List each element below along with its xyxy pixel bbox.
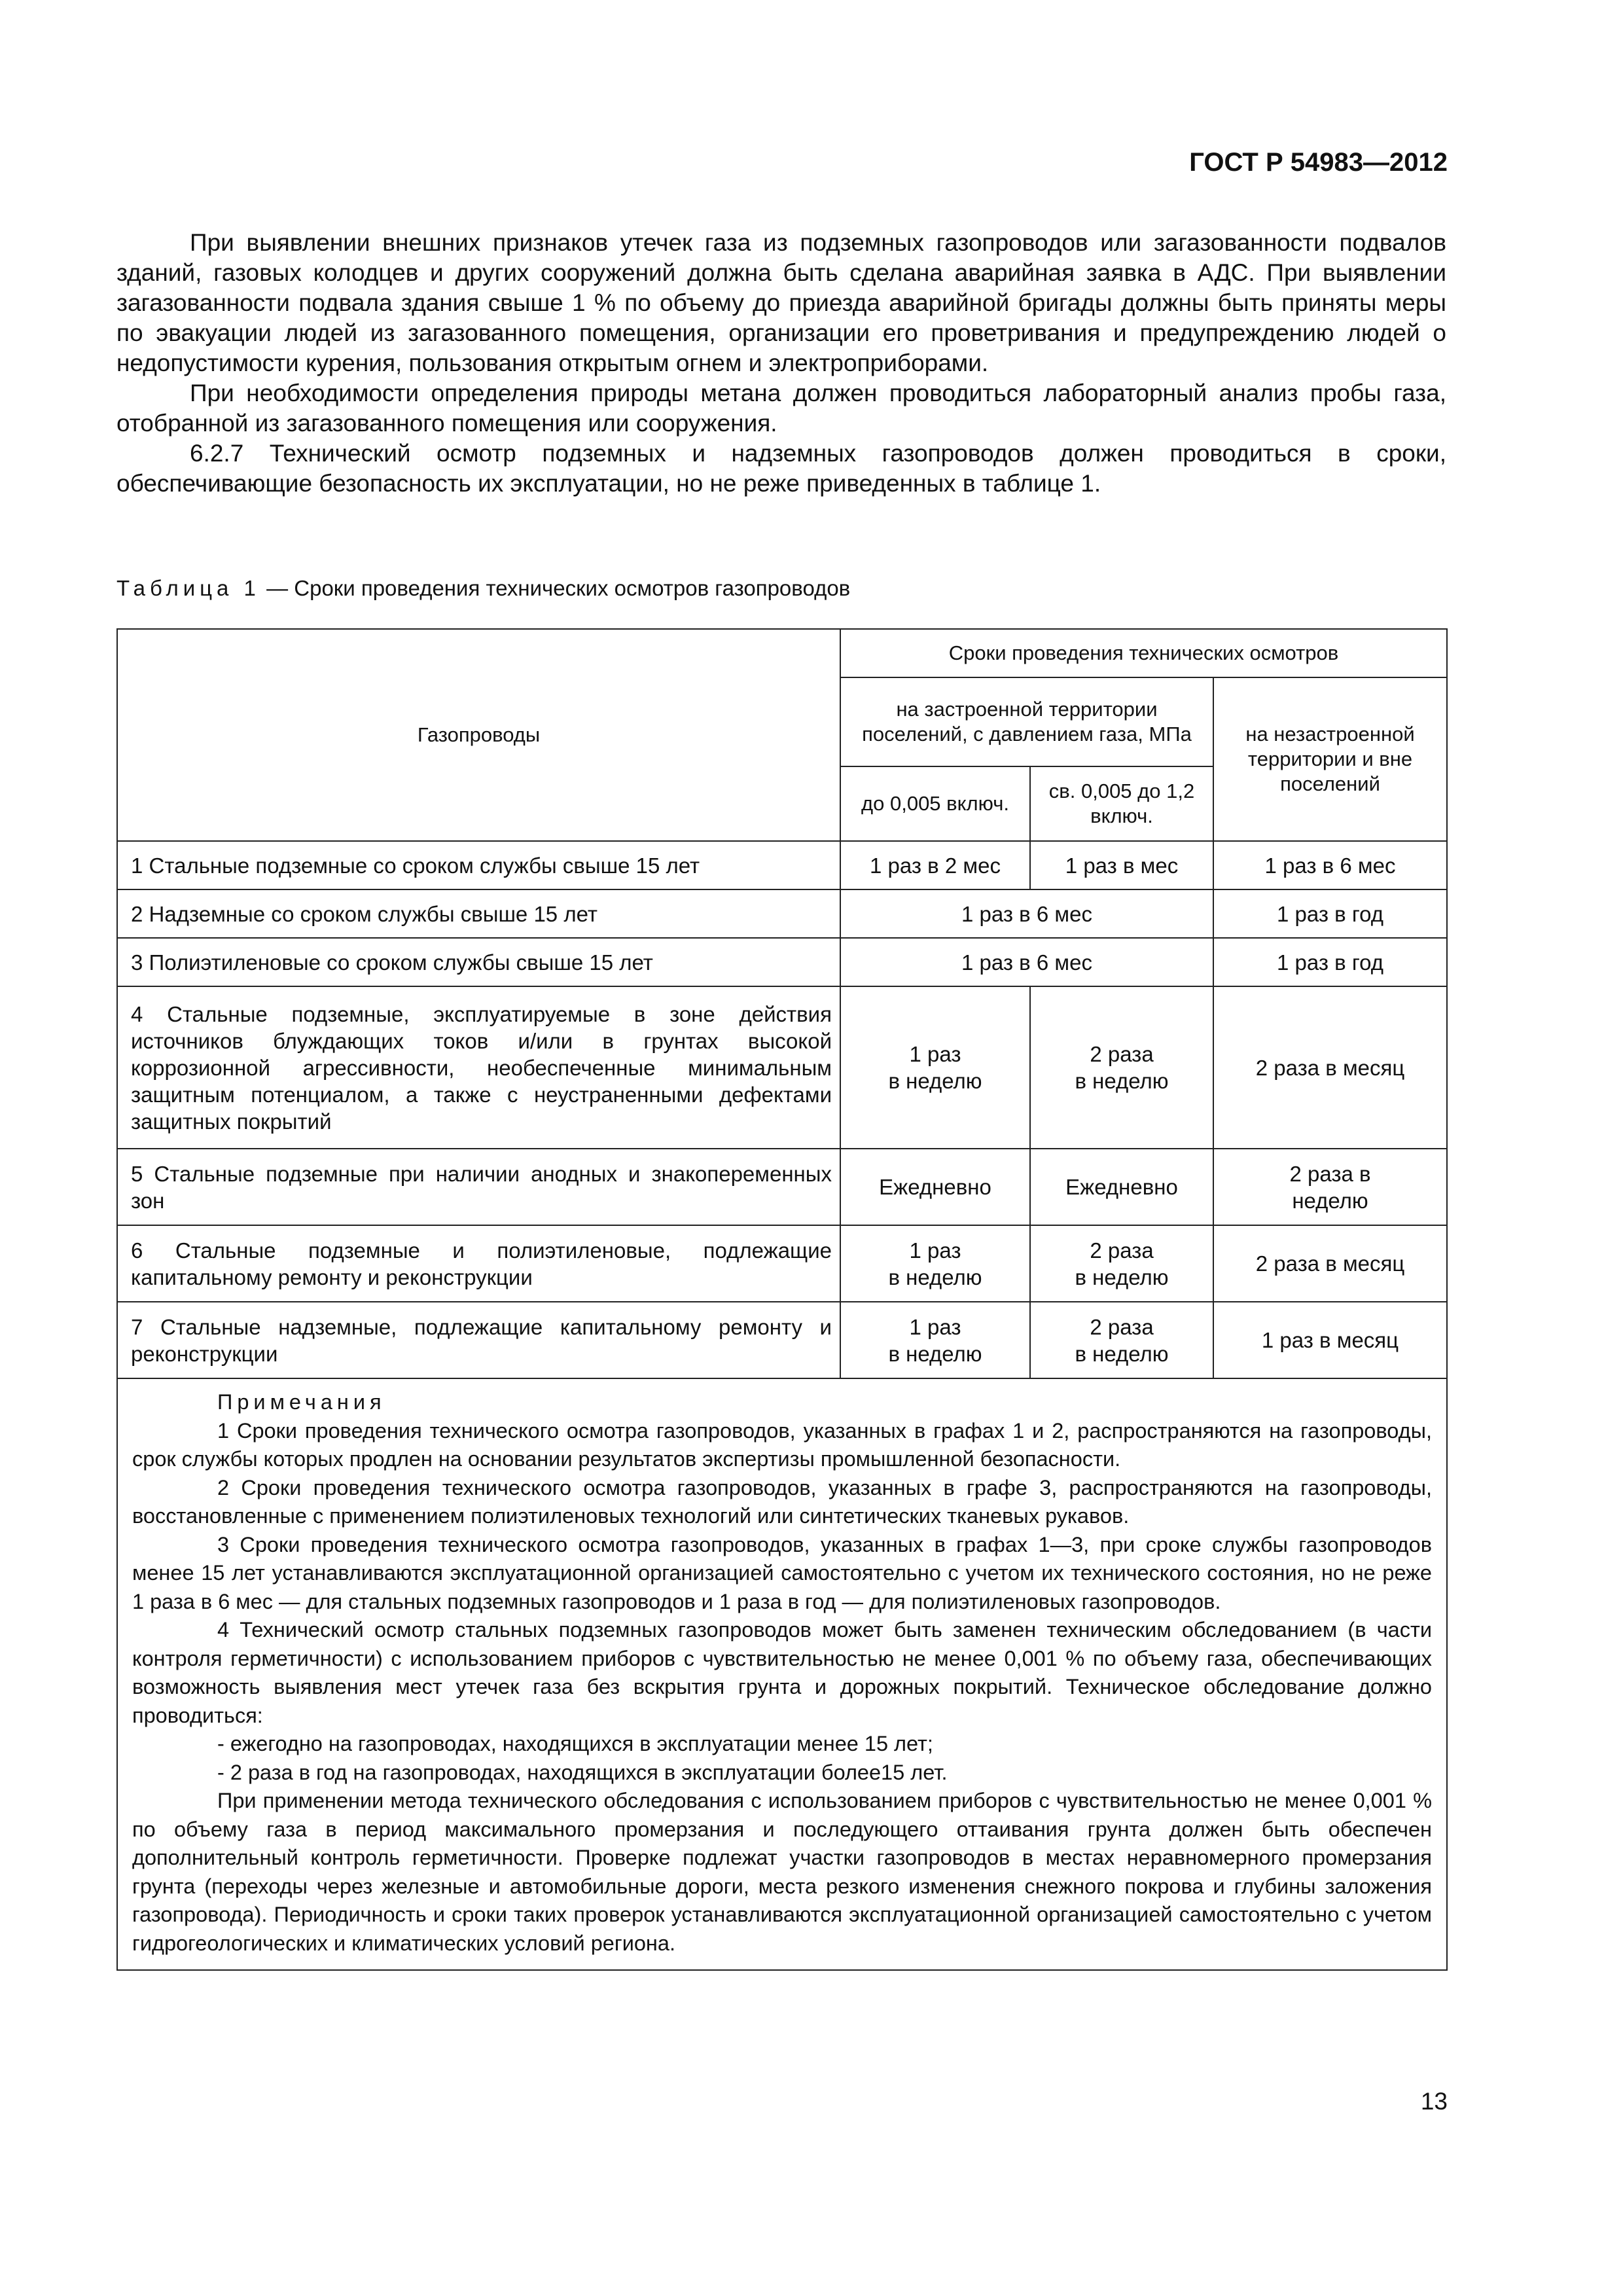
cell-line: 2 раза (1090, 1238, 1154, 1263)
note-item: 4 Технический осмотр стальных подземных газопроводов может быть заменен техническим обследованием (в части контроля герметичности) с использованием приборов с чувствительностью не менее 0,001 % по объему газа, обеспечивающих возможность выявления мест утечек газа без вскрытия грунта и дорожных покрытий. Техническое обследование должно проводиться: (132, 1618, 1432, 1727)
cell-low: 1 раз в 2 мес (840, 841, 1030, 889)
col-header-pressure-high: св. 0,005 до 1,2 включ. (1030, 766, 1213, 841)
col-header-not-built-up: на незастроенной территории и вне поселений (1213, 677, 1447, 841)
paragraph: При необходимости определения природы метана должен проводиться лабораторный анализ пробы газа, отобранной из загазованного помещения или сооружения. (116, 380, 1446, 437)
cell-line: 2 раза в (1289, 1161, 1371, 1186)
row-name: 1 Стальные подземные со сроком службы свыше 15 лет (117, 841, 840, 889)
cell-low: Ежедневно (840, 1149, 1030, 1225)
notes-cell (117, 1378, 1447, 1970)
row-name: 2 Надземные со сроком службы свыше 15 лет (117, 889, 840, 938)
row-name: 3 Полиэтиленовые со сроком службы свыше 15 лет (117, 938, 840, 986)
cell-line: 2 раза (1090, 1314, 1154, 1339)
note-list-item: - ежегодно на газопроводах, находящихся в эксплуатации менее 15 лет; (217, 1732, 933, 1755)
paragraph: При выявлении внешних признаков утечек газа из подземных газопроводов или загазованности подвалов зданий, газовых колодцев и других сооружений должна быть сделана аварийная заявка в АДС. При выявлении загазованности подвала здания свыше 1 % по объему до приезда аварийной бригады должны быть приняты меры по эвакуации людей из загазованного помещения, организации его проветривания и предупреждению людей о недопустимости курения, пользования открытым огнем и электроприборами. (116, 229, 1446, 376)
cell-line: 1 раз (909, 1238, 961, 1263)
table-row (117, 1225, 1447, 1302)
notes-title: Примечания (217, 1390, 386, 1414)
table-row (117, 1302, 1447, 1378)
note-item: При применении метода технического обследования с использованием приборов с чувствительностью не менее 0,001 % по объему газа в период максимального промерзания и последующего оттаивания грунта должен быть обеспечен дополнительный контроль герметичности. Проверке подлежат участки газопроводов в местах неравномерного промерзания грунта (переходы через железные и автомобильные дороги, места резкого изменения снежного покрова и глубины заложения газопровода). Периодичность и сроки таких проверок устанавливаются эксплуатационной организацией самостоятельно с учетом гидрогеологических и климатических условий региона. (132, 1789, 1432, 1955)
table-caption-text: — Сроки проведения технических осмотров газопроводов (260, 576, 851, 600)
cell-line: в неделю (1075, 1265, 1169, 1289)
col-header-pipelines: Газопроводы (117, 629, 840, 841)
note-item: 2 Сроки проведения технического осмотра газопроводов, указанных в графе 3, распространяются на газопроводы, восстановленные с применением полиэтиленовых технологий или синтетических тканевых рукавов. (132, 1475, 1432, 1528)
cell-line: 1 раз (909, 1042, 961, 1066)
cell-outside: 1 раз в год (1213, 938, 1447, 986)
cell-low (840, 1302, 1030, 1378)
cell-built-up-merged: 1 раз в 6 мес (840, 938, 1213, 986)
row-name: 5 Стальные подземные при наличии анодных и знакопеременных зон (117, 1149, 840, 1225)
cell-outside: 1 раз в год (1213, 889, 1447, 938)
note-item: 3 Сроки проведения технического осмотра газопроводов, указанных в графах 1—3, при сроке службы газопроводов менее 15 лет устанавливаются эксплуатационной организацией самостоятельно с учетом их технического состояния, но не реже 1 раза в 6 мес — для стальных подземных газопроводов и 1 раза в год — для полиэтиленовых газопроводов. (132, 1532, 1432, 1613)
row-name: 4 Стальные подземные, эксплуатируемые в зоне действия источников блуждающих токов и/или в грунтах высокой коррозионной агрессивности, необеспеченные минимальным защитным потенциалом, а также с неустраненными дефектами защитных покрытий (117, 986, 840, 1149)
cell-low (840, 1225, 1030, 1302)
cell-line: в неделю (888, 1265, 982, 1289)
page-number: 13 (1420, 2088, 1448, 2115)
cell-outside (1213, 1149, 1447, 1225)
notes-row (117, 1378, 1447, 1970)
cell-line: неделю (1292, 1188, 1368, 1213)
body-text (116, 228, 1446, 499)
cell-outside: 1 раз в месяц (1213, 1302, 1447, 1378)
table-caption (116, 576, 850, 601)
cell-high: Ежедневно (1030, 1149, 1213, 1225)
cell-outside: 2 раза в месяц (1213, 986, 1447, 1149)
cell-high (1030, 986, 1213, 1149)
cell-high (1030, 1302, 1213, 1378)
note-list-item: - 2 раза в год на газопроводах, находящихся в эксплуатации более15 лет. (217, 1760, 948, 1784)
cell-line: 1 раз (909, 1314, 961, 1339)
cell-line: в неделю (888, 1069, 982, 1093)
row-name: 6 Стальные подземные и полиэтиленовые, подлежащие капитальному ремонту и реконструкции (117, 1225, 840, 1302)
table-row (117, 841, 1447, 889)
table-row (117, 938, 1447, 986)
cell-built-up-merged: 1 раз в 6 мес (840, 889, 1213, 938)
cell-line: 2 раза (1090, 1042, 1154, 1066)
table-row (117, 889, 1447, 938)
row-name: 7 Стальные надземные, подлежащие капитальному ремонту и реконструкции (117, 1302, 840, 1378)
note-item: 1 Сроки проведения технического осмотра газопроводов, указанных в графах 1 и 2, распространяются на газопроводы, срок службы которых продлен на основании результатов экспертизы промышленной безопасности. (132, 1418, 1432, 1471)
paragraph: 6.2.7 Технический осмотр подземных и надземных газопроводов должен проводиться в сроки, обеспечивающие безопасность их эксплуатации, но не реже приведенных в таблице 1. (116, 440, 1446, 497)
cell-line: в неделю (1075, 1069, 1169, 1093)
cell-line: в неделю (1075, 1341, 1169, 1366)
col-header-pressure-low: до 0,005 включ. (840, 766, 1030, 841)
inspection-table (116, 628, 1448, 1971)
cell-line: в неделю (888, 1341, 982, 1366)
table-caption-label: Таблица 1 (116, 576, 260, 600)
table-row (117, 1149, 1447, 1225)
document-header: ГОСТ Р 54983—2012 (1189, 148, 1448, 177)
cell-high (1030, 1225, 1213, 1302)
col-header-inspection-terms: Сроки проведения технических осмотров (840, 629, 1447, 677)
col-header-built-up: на застроенной территории поселений, с давлением газа, МПа (840, 677, 1213, 766)
table-row (117, 986, 1447, 1149)
cell-low (840, 986, 1030, 1149)
cell-high: 1 раз в мес (1030, 841, 1213, 889)
cell-outside: 2 раза в месяц (1213, 1225, 1447, 1302)
cell-outside: 1 раз в 6 мес (1213, 841, 1447, 889)
